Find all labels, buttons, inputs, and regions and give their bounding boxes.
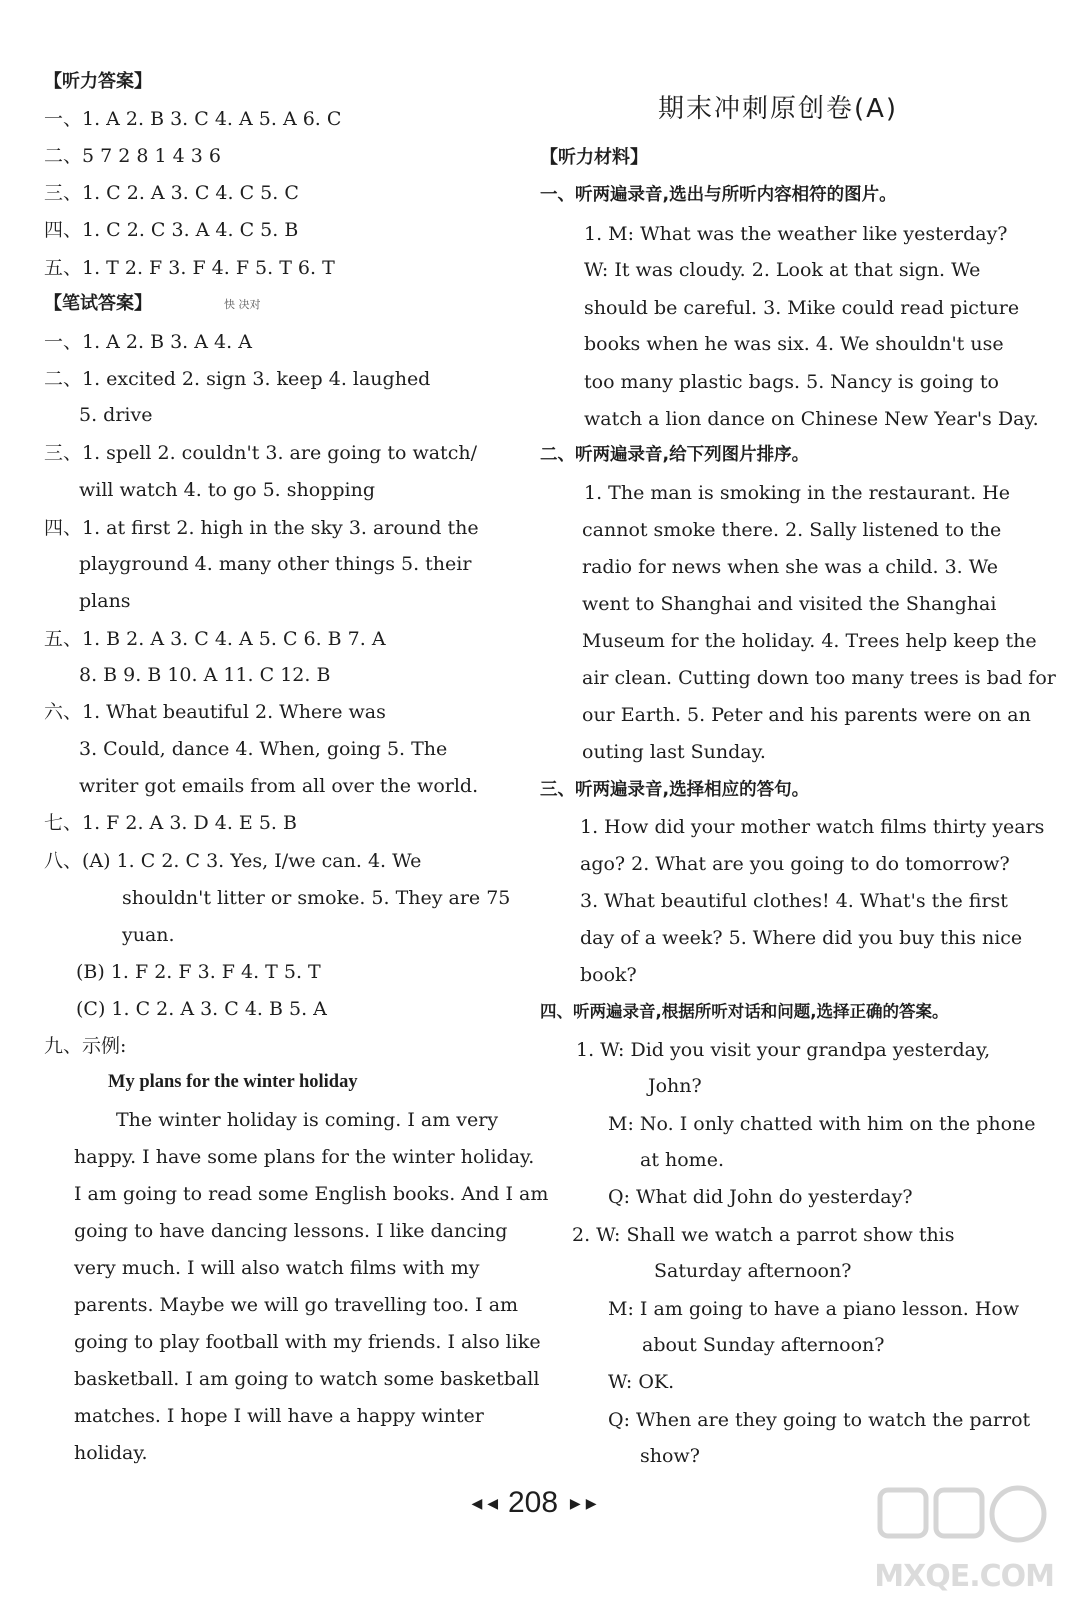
essay-line: going to play football with my friends. I also like bbox=[74, 1331, 541, 1353]
dialogue-line: Q: What did John do yesterday? bbox=[608, 1186, 913, 1208]
question-heading: 二、听两遍录音,给下列图片排序。 bbox=[540, 445, 810, 465]
next-arrow-icon: ►► bbox=[566, 1493, 599, 1514]
essay-line: matches. I hope I will have a happy winter bbox=[74, 1405, 484, 1427]
answer-line: playground 4. many other things 5. their bbox=[79, 553, 472, 575]
material-line: 3. What beautiful clothes! 4. What's the first bbox=[580, 890, 1008, 912]
question-heading: 四、听两遍录音,根据所听对话和问题,选择正确的答案。 bbox=[540, 1002, 949, 1021]
essay-line: parents. Maybe we will go travelling too. I am bbox=[74, 1294, 519, 1316]
essay-line: happy. I have some plans for the winter holiday. bbox=[74, 1146, 535, 1168]
answer-line: 一、1. A 2. B 3. A 4. A bbox=[44, 331, 252, 353]
material-line: outing last Sunday. bbox=[582, 741, 766, 763]
question-heading: 一、听两遍录音,选出与所听内容相符的图片。 bbox=[540, 185, 897, 205]
essay-line: very much. I will also watch films with my bbox=[74, 1257, 480, 1279]
answer-line: 五、1. B 2. A 3. C 4. A 5. C 6. B 7. A bbox=[44, 628, 386, 650]
watermark bbox=[860, 1478, 1060, 1596]
answer-line: 二、1. excited 2. sign 3. keep 4. laughed bbox=[44, 368, 431, 390]
watermark-logo-icon bbox=[860, 1478, 1060, 1558]
answer-line: writer got emails from all over the world. bbox=[79, 775, 479, 797]
material-line: Museum for the holiday. 4. Trees help keep the bbox=[582, 630, 1037, 652]
dialogue-line: John? bbox=[648, 1075, 702, 1097]
answer-line: 四、1. C 2. C 3. A 4. C 5. B bbox=[44, 219, 299, 241]
dialogue-line: 2. W: Shall we watch a parrot show this bbox=[572, 1224, 955, 1246]
dialogue-line: about Sunday afternoon? bbox=[642, 1334, 885, 1356]
question-heading: 三、听两遍录音,选择相应的答句。 bbox=[540, 780, 810, 800]
answer-line: plans bbox=[79, 590, 131, 612]
answer-line: 5. drive bbox=[79, 404, 153, 426]
answer-line: yuan. bbox=[122, 924, 175, 946]
material-line: 1. M: What was the weather like yesterday? bbox=[584, 223, 1008, 245]
dialogue-line: M: I am going to have a piano lesson. How bbox=[608, 1298, 1020, 1320]
dialogue-line: Saturday afternoon? bbox=[654, 1260, 852, 1282]
answer-line: 三、1. spell 2. couldn't 3. are going to watch/ bbox=[44, 442, 477, 464]
written-answers-heading: 【笔试答案】 bbox=[44, 293, 152, 314]
material-line: our Earth. 5. Peter and his parents were on an bbox=[582, 704, 1031, 726]
answer-line: (B) 1. F 2. F 3. F 4. T 5. T bbox=[76, 961, 321, 983]
essay-line: holiday. bbox=[74, 1442, 148, 1464]
dialogue-line: W: OK. bbox=[608, 1371, 675, 1393]
material-line: book? bbox=[580, 964, 637, 986]
essay-line: basketball. I am going to watch some basketball bbox=[74, 1368, 540, 1390]
material-line: went to Shanghai and visited the Shanghai bbox=[582, 593, 997, 615]
material-line: radio for news when she was a child. 3. We bbox=[582, 556, 998, 578]
dialogue-line: show? bbox=[640, 1445, 700, 1467]
essay-line: The winter holiday is coming. I am very bbox=[116, 1109, 499, 1131]
essay-line: I am going to read some English books. And I am bbox=[74, 1183, 549, 1205]
section-title: 期末冲刺原创卷(A) bbox=[658, 94, 899, 124]
answer-line: 3. Could, dance 4. When, going 5. The bbox=[79, 738, 448, 760]
material-line: 1. How did your mother watch films thirty years bbox=[580, 816, 1045, 838]
answer-line: 8. B 9. B 10. A 11. C 12. B bbox=[79, 664, 331, 686]
material-line: should be careful. 3. Mike could read picture bbox=[584, 297, 1020, 319]
material-line: ago? 2. What are you going to do tomorrow? bbox=[580, 853, 1010, 875]
answer-line: 二、5 7 2 8 1 4 3 6 bbox=[44, 145, 221, 167]
answer-line: (C) 1. C 2. A 3. C 4. B 5. A bbox=[76, 998, 327, 1020]
essay-line: going to have dancing lessons. I like dancing bbox=[74, 1220, 508, 1242]
dialogue-line: 1. W: Did you visit your grandpa yesterday, bbox=[576, 1039, 991, 1061]
dialogue-line: Q: When are they going to watch the parrot bbox=[608, 1409, 1031, 1431]
material-line: cannot smoke there. 2. Sally listened to the bbox=[582, 519, 1002, 541]
page-number: 208 bbox=[507, 1486, 559, 1519]
answer-line: 四、1. at first 2. high in the sky 3. around the bbox=[44, 517, 479, 539]
material-line: W: It was cloudy. 2. Look at that sign. We bbox=[584, 259, 981, 281]
material-line: 1. The man is smoking in the restaurant. He bbox=[584, 482, 1011, 504]
handwritten-scribble: 快 决对 bbox=[224, 298, 261, 311]
answer-line: 七、1. F 2. A 3. D 4. E 5. B bbox=[44, 812, 297, 834]
material-line: too many plastic bags. 5. Nancy is going to bbox=[584, 371, 999, 393]
answer-line: 一、1. A 2. B 3. C 4. A 5. A 6. C bbox=[44, 108, 342, 130]
watermark-text: MXQE.COM bbox=[874, 1559, 1054, 1594]
listening-answers-heading: 【听力答案】 bbox=[44, 71, 152, 92]
material-line: books when he was six. 4. We shouldn't use bbox=[584, 333, 1004, 355]
answer-line: shouldn't litter or smoke. 5. They are 75 bbox=[122, 887, 511, 909]
answer-line: 九、示例: bbox=[44, 1035, 127, 1057]
materials-heading: 【听力材料】 bbox=[540, 147, 648, 168]
material-line: watch a lion dance on Chinese New Year's Day. bbox=[584, 408, 1039, 430]
answer-line: 八、(A) 1. C 2. C 3. Yes, I/we can. 4. We bbox=[44, 850, 422, 872]
answer-line: 五、1. T 2. F 3. F 4. F 5. T 6. T bbox=[44, 257, 335, 279]
essay-title: My plans for the winter holiday bbox=[108, 1072, 358, 1092]
material-line: day of a week? 5. Where did you buy this nice bbox=[580, 927, 1023, 949]
answer-line: will watch 4. to go 5. shopping bbox=[79, 479, 375, 501]
answer-line: 六、1. What beautiful 2. Where was bbox=[44, 701, 386, 723]
material-line: air clean. Cutting down too many trees is bad for bbox=[582, 667, 1056, 689]
dialogue-line: at home. bbox=[640, 1149, 724, 1171]
dialogue-line: M: No. I only chatted with him on the phone bbox=[608, 1113, 1036, 1135]
answer-line: 三、1. C 2. A 3. C 4. C 5. C bbox=[44, 182, 299, 204]
prev-arrow-icon: ◄◄ bbox=[467, 1493, 500, 1514]
